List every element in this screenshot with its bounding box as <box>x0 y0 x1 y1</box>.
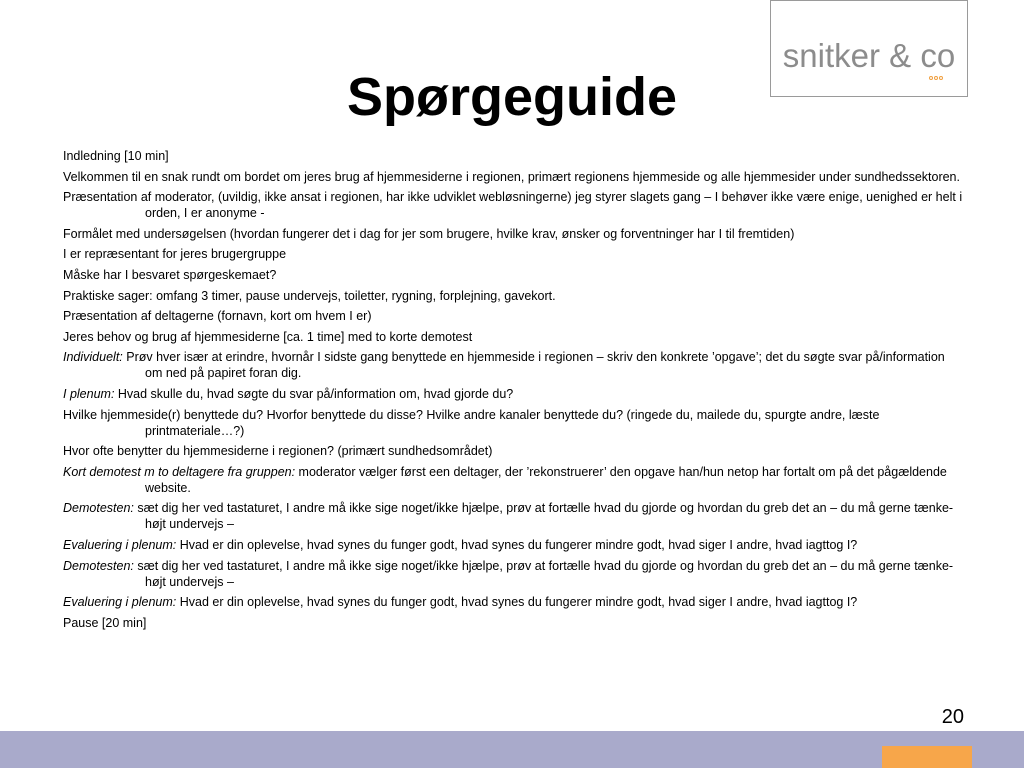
footer-accent <box>882 746 972 768</box>
body-paragraph <box>63 226 963 242</box>
body-paragraph <box>63 558 963 590</box>
page-number: 20 <box>941 706 964 728</box>
paragraph-text: sæt dig her ved tastaturet, I andre må ikke sige noget/ikke hjælpe, prøv at fortælle hvad du gjorde og hvordan du greb det an – du må gerne tænke-højt undervejs – <box>133 558 954 589</box>
body-paragraph <box>63 169 963 185</box>
slide-body <box>63 148 963 635</box>
paragraph-text: Hvad skulle du, hvad søgte du svar på/information om, hvad gjorde du? <box>114 386 514 401</box>
paragraph-text: Præsentation af moderator, (uvildig, ikke ansat i regionen, har ikke udviklet webløsningerne) jeg styrer slagets gang – I behøver ikke være enige, uenighed er helt i orden, I er anonyme - <box>63 190 963 221</box>
body-paragraph <box>63 329 963 345</box>
paragraph-text: Hvilke hjemmeside(r) benyttede du? Hvorfor benyttede du disse? Hvilke andre kanaler benyttede du? (ringede du, mailede du, spurgte andre, læste printmateriale…?) <box>63 407 880 438</box>
body-paragraph <box>63 464 963 496</box>
footer-band <box>0 731 1024 768</box>
paragraph-text: Velkommen til en snak rundt om bordet om jeres brug af hjemmesiderne i regionen, primært regionens hjemmeside og alle hjemmesider under sundhedssektoren. <box>63 169 960 184</box>
body-paragraph <box>63 386 963 402</box>
body-paragraph <box>63 267 963 283</box>
paragraph-text: Pause [20 min] <box>63 615 147 630</box>
paragraph-lead: I plenum: <box>63 386 115 401</box>
paragraph-lead: Individuelt: <box>63 350 123 365</box>
paragraph-lead: Demotesten: <box>63 501 134 516</box>
paragraph-text: Formålet med undersøgelsen (hvordan fungerer det i dag for jer som brugere, hvilke krav, ønsker og forventninger har I til fremtiden) <box>63 226 795 241</box>
body-paragraph <box>63 537 963 553</box>
page-title: Spørgeguide <box>346 67 677 127</box>
paragraph-text: Hvad er din oplevelse, hvad synes du funger godt, hvad synes du fungerer mindre godt, hvad siger I andre, hvad iagttog I? <box>176 537 858 552</box>
body-paragraph <box>63 500 963 532</box>
paragraph-text: Måske har I besvaret spørgeskemaet? <box>63 267 277 282</box>
body-paragraph <box>63 615 963 631</box>
body-paragraph <box>63 308 963 324</box>
paragraph-lead: Demotesten: <box>63 558 134 573</box>
paragraph-lead: Evaluering i plenum: <box>63 537 177 552</box>
paragraph-text: Præsentation af deltagerne (fornavn, kort om hvem I er) <box>63 309 372 324</box>
body-paragraph <box>63 349 963 381</box>
body-paragraph <box>63 246 963 262</box>
paragraph-text: Indledning [10 min] <box>63 149 169 163</box>
logo-text: snitker & co <box>782 37 956 74</box>
body-paragraph <box>63 189 963 221</box>
paragraph-lead: Kort demotest m to deltagere fra gruppen: <box>63 464 296 479</box>
body-paragraph <box>63 443 963 459</box>
paragraph-text: I er repræsentant for jeres brugergruppe <box>63 247 287 262</box>
body-paragraph <box>63 148 963 164</box>
paragraph-text: sæt dig her ved tastaturet, I andre må ikke sige noget/ikke hjælpe, prøv at fortælle hvad du gjorde og hvordan du greb det an – du må gerne tænke-højt undervejs – <box>133 501 954 532</box>
paragraph-text: Praktiske sager: omfang 3 timer, pause undervejs, toiletter, rygning, forplejning, gavekort. <box>63 288 556 303</box>
body-paragraph <box>63 594 963 610</box>
paragraph-text: Prøv hver især at erindre, hvornår I sidste gang benyttede en hjemmeside i regionen – skriv den konkrete ’opgave’; det du søgte svar på/information om ned på papiret foran dig. <box>122 350 945 381</box>
paragraph-lead: Evaluering i plenum: <box>63 595 177 610</box>
body-paragraph <box>63 407 963 439</box>
paragraph-text: Jeres behov og brug af hjemmesiderne [ca. 1 time] med to korte demotest <box>63 329 473 344</box>
paragraph-text: Hvad er din oplevelse, hvad synes du funger godt, hvad synes du fungerer mindre godt, hvad siger I andre, hvad iagttog I? <box>176 595 858 610</box>
body-paragraph <box>63 288 963 304</box>
paragraph-text: moderator vælger først een deltager, der ’rekonstruerer’ den opgave han/hun netop har fortalt om på det pågældende website. <box>145 464 947 495</box>
paragraph-text: Hvor ofte benytter du hjemmesiderne i regionen? (primært sundhedsområdet) <box>63 444 493 459</box>
